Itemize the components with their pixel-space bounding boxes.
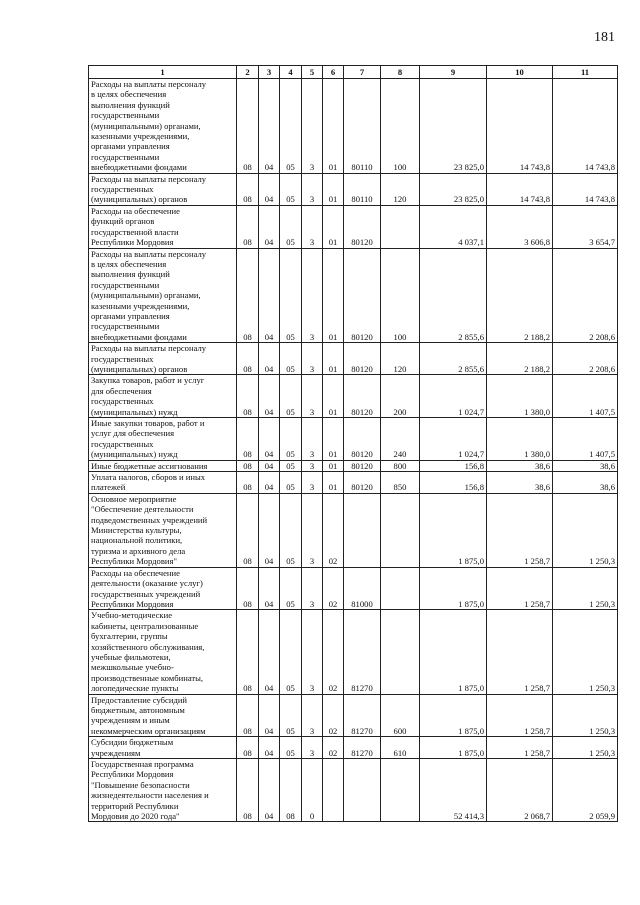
column-10-cell: 3 606,8 — [487, 205, 553, 248]
column-11-cell: 2 208,6 — [553, 248, 618, 343]
column-6-cell: 01 — [323, 173, 344, 205]
column-4-cell: 05 — [280, 737, 302, 759]
column-7-cell: 80110 — [344, 173, 381, 205]
column-8-cell: 600 — [381, 694, 420, 737]
row-name-cell: Иные закупки товаров, работ и услуг для обеспечения государственных (муниципальных) нужд — [89, 418, 237, 461]
row-name-cell: Расходы на выплаты персоналу в целях обеспечения выполнения функций государственными (муниципальными) органами, казенными учреждениями, органами управления государственными внебюджетными фондами — [89, 79, 237, 174]
column-7-cell: 80120 — [344, 472, 381, 494]
column-9-cell: 1 024,7 — [420, 418, 487, 461]
column-5-cell: 3 — [302, 694, 323, 737]
column-7-cell: 81270 — [344, 737, 381, 759]
column-8-cell — [381, 610, 420, 694]
column-2-cell: 08 — [237, 205, 259, 248]
row-name-cell: Субсидии бюджетным учреждениям — [89, 737, 237, 759]
column-10-cell: 1 258,7 — [487, 567, 553, 610]
column-11-cell: 14 743,8 — [553, 79, 618, 174]
column-6-cell: 02 — [323, 493, 344, 567]
column-header-7: 7 — [344, 66, 381, 79]
column-10-cell: 2 068,7 — [487, 759, 553, 822]
column-4-cell: 08 — [280, 759, 302, 822]
column-11-cell: 2 059,9 — [553, 759, 618, 822]
column-8-cell — [381, 205, 420, 248]
column-7-cell: 80120 — [344, 248, 381, 343]
column-4-cell: 05 — [280, 173, 302, 205]
column-6-cell: 02 — [323, 737, 344, 759]
row-name-cell: Расходы на обеспечение функций органов государственной власти Республики Мордовия — [89, 205, 237, 248]
column-6-cell: 02 — [323, 610, 344, 694]
column-7-cell: 81000 — [344, 567, 381, 610]
column-11-cell: 1 250,3 — [553, 694, 618, 737]
column-2-cell: 08 — [237, 375, 259, 418]
column-9-cell: 23 825,0 — [420, 173, 487, 205]
column-9-cell: 2 855,6 — [420, 248, 487, 343]
table-row — [89, 737, 618, 759]
column-8-cell: 120 — [381, 173, 420, 205]
column-header-3: 3 — [259, 66, 280, 79]
column-3-cell: 04 — [259, 759, 280, 822]
row-name-cell: Иные бюджетные ассигнования — [89, 460, 237, 471]
column-10-cell: 14 743,8 — [487, 79, 553, 174]
table-header — [89, 66, 618, 79]
column-7-cell: 81270 — [344, 610, 381, 694]
column-10-cell: 1 258,7 — [487, 694, 553, 737]
column-8-cell: 240 — [381, 418, 420, 461]
column-5-cell: 3 — [302, 248, 323, 343]
column-8-cell: 850 — [381, 472, 420, 494]
column-3-cell: 04 — [259, 610, 280, 694]
column-7-cell: 80120 — [344, 205, 381, 248]
header-row — [89, 66, 618, 79]
column-9-cell: 156,8 — [420, 472, 487, 494]
column-8-cell: 100 — [381, 79, 420, 174]
column-11-cell: 14 743,8 — [553, 173, 618, 205]
column-7-cell: 81270 — [344, 694, 381, 737]
column-5-cell: 0 — [302, 759, 323, 822]
column-2-cell: 08 — [237, 248, 259, 343]
column-11-cell: 2 208,6 — [553, 343, 618, 375]
column-7-cell: 80110 — [344, 79, 381, 174]
column-7-cell — [344, 493, 381, 567]
column-header-1: 1 — [89, 66, 237, 79]
column-9-cell: 1 024,7 — [420, 375, 487, 418]
column-3-cell: 04 — [259, 79, 280, 174]
column-header-4: 4 — [280, 66, 302, 79]
column-header-9: 9 — [420, 66, 487, 79]
row-name-cell: Расходы на выплаты персоналу в целях обеспечения выполнения функций государственными (муниципальными) органами, казенными учреждениями, органами управления государственными внебюджетными фондами — [89, 248, 237, 343]
table-row — [89, 79, 618, 174]
column-2-cell: 08 — [237, 737, 259, 759]
column-3-cell: 04 — [259, 737, 280, 759]
column-5-cell: 3 — [302, 79, 323, 174]
column-10-cell: 38,6 — [487, 472, 553, 494]
column-6-cell — [323, 759, 344, 822]
column-5-cell: 3 — [302, 418, 323, 461]
column-6-cell: 01 — [323, 205, 344, 248]
column-6-cell: 01 — [323, 418, 344, 461]
column-11-cell: 1 407,5 — [553, 375, 618, 418]
column-2-cell: 08 — [237, 173, 259, 205]
row-name-cell: Уплата налогов, сборов и иных платежей — [89, 472, 237, 494]
column-9-cell: 52 414,3 — [420, 759, 487, 822]
column-7-cell: 80120 — [344, 343, 381, 375]
page-number: 181 — [594, 30, 615, 45]
column-3-cell: 04 — [259, 205, 280, 248]
column-4-cell: 05 — [280, 375, 302, 418]
column-6-cell: 02 — [323, 567, 344, 610]
column-5-cell: 3 — [302, 375, 323, 418]
table-row — [89, 205, 618, 248]
column-9-cell: 1 875,0 — [420, 567, 487, 610]
column-4-cell: 05 — [280, 472, 302, 494]
column-7-cell: 80120 — [344, 375, 381, 418]
column-3-cell: 04 — [259, 460, 280, 471]
column-6-cell: 01 — [323, 472, 344, 494]
column-5-cell: 3 — [302, 567, 323, 610]
column-9-cell: 1 875,0 — [420, 493, 487, 567]
row-name-cell: Учебно-методические кабинеты, централизованные бухгалтерии, группы хозяйственного обслуживания, учебные фильмотеки, межшкольные учебно- производственные комбинаты, логопедические пункты — [89, 610, 237, 694]
column-10-cell: 1 258,7 — [487, 610, 553, 694]
column-3-cell: 04 — [259, 418, 280, 461]
column-8-cell: 100 — [381, 248, 420, 343]
column-6-cell: 01 — [323, 460, 344, 471]
column-9-cell: 1 875,0 — [420, 694, 487, 737]
column-6-cell: 01 — [323, 248, 344, 343]
column-4-cell: 05 — [280, 694, 302, 737]
column-8-cell — [381, 567, 420, 610]
column-4-cell: 05 — [280, 343, 302, 375]
column-11-cell: 1 250,3 — [553, 610, 618, 694]
column-10-cell: 1 380,0 — [487, 418, 553, 461]
column-3-cell: 04 — [259, 694, 280, 737]
column-2-cell: 08 — [237, 694, 259, 737]
row-name-cell: Расходы на выплаты персоналу государственных (муниципальных) органов — [89, 173, 237, 205]
budget-table — [88, 65, 618, 822]
column-4-cell: 05 — [280, 79, 302, 174]
column-8-cell: 200 — [381, 375, 420, 418]
row-name-cell: Государственная программа Республики Мордовия "Повышение безопасности жизнедеятельности населения и территорий Республики Мордовия до 2020 года" — [89, 759, 237, 822]
row-name-cell: Основное мероприятие "Обеспечение деятельности подведомственных учреждений Министерства культуры, национальной политики, туризма и архивного дела Республики Мордовия" — [89, 493, 237, 567]
column-header-11: 11 — [553, 66, 618, 79]
column-3-cell: 04 — [259, 472, 280, 494]
column-header-6: 6 — [323, 66, 344, 79]
column-header-2: 2 — [237, 66, 259, 79]
column-10-cell: 1 258,7 — [487, 493, 553, 567]
column-5-cell: 3 — [302, 173, 323, 205]
column-10-cell: 1 258,7 — [487, 737, 553, 759]
column-3-cell: 04 — [259, 173, 280, 205]
row-name-cell: Предоставление субсидий бюджетным, автономным учреждениям и иным некоммерческим организациям — [89, 694, 237, 737]
column-4-cell: 05 — [280, 493, 302, 567]
table-row — [89, 694, 618, 737]
column-4-cell: 05 — [280, 248, 302, 343]
column-2-cell: 08 — [237, 418, 259, 461]
column-4-cell: 05 — [280, 460, 302, 471]
column-5-cell: 3 — [302, 737, 323, 759]
column-2-cell: 08 — [237, 79, 259, 174]
column-5-cell: 3 — [302, 343, 323, 375]
column-header-8: 8 — [381, 66, 420, 79]
table-body — [89, 79, 618, 822]
column-11-cell: 1 250,3 — [553, 737, 618, 759]
column-11-cell: 1 250,3 — [553, 567, 618, 610]
column-5-cell: 3 — [302, 472, 323, 494]
column-4-cell: 05 — [280, 205, 302, 248]
column-7-cell: 80120 — [344, 460, 381, 471]
column-8-cell: 120 — [381, 343, 420, 375]
column-6-cell: 01 — [323, 375, 344, 418]
table-row — [89, 567, 618, 610]
column-8-cell — [381, 493, 420, 567]
column-2-cell: 08 — [237, 610, 259, 694]
column-6-cell: 01 — [323, 79, 344, 174]
table-row — [89, 248, 618, 343]
column-11-cell: 1 250,3 — [553, 493, 618, 567]
column-10-cell: 14 743,8 — [487, 173, 553, 205]
row-name-cell: Расходы на обеспечение деятельности (оказание услуг) государственных учреждений Республики Мордовия — [89, 567, 237, 610]
column-4-cell: 05 — [280, 418, 302, 461]
column-10-cell: 38,6 — [487, 460, 553, 471]
column-11-cell: 38,6 — [553, 472, 618, 494]
table-row — [89, 418, 618, 461]
column-3-cell: 04 — [259, 248, 280, 343]
table-row — [89, 759, 618, 822]
column-3-cell: 04 — [259, 375, 280, 418]
column-10-cell: 2 188,2 — [487, 248, 553, 343]
column-5-cell: 3 — [302, 205, 323, 248]
column-2-cell: 08 — [237, 460, 259, 471]
column-5-cell: 3 — [302, 493, 323, 567]
column-9-cell: 1 875,0 — [420, 610, 487, 694]
column-9-cell: 156,8 — [420, 460, 487, 471]
column-4-cell: 05 — [280, 567, 302, 610]
column-5-cell: 3 — [302, 460, 323, 471]
column-9-cell: 23 825,0 — [420, 79, 487, 174]
column-7-cell — [344, 759, 381, 822]
table-row — [89, 610, 618, 694]
column-7-cell: 80120 — [344, 418, 381, 461]
column-2-cell: 08 — [237, 343, 259, 375]
column-3-cell: 04 — [259, 567, 280, 610]
column-9-cell: 4 037,1 — [420, 205, 487, 248]
column-11-cell: 38,6 — [553, 460, 618, 471]
table-row — [89, 493, 618, 567]
column-11-cell: 3 654,7 — [553, 205, 618, 248]
column-11-cell: 1 407,5 — [553, 418, 618, 461]
column-6-cell: 02 — [323, 694, 344, 737]
column-2-cell: 08 — [237, 472, 259, 494]
column-2-cell: 08 — [237, 567, 259, 610]
column-2-cell: 08 — [237, 493, 259, 567]
column-9-cell: 1 875,0 — [420, 737, 487, 759]
column-8-cell — [381, 759, 420, 822]
column-9-cell: 2 855,6 — [420, 343, 487, 375]
row-name-cell: Расходы на выплаты персоналу государственных (муниципальных) органов — [89, 343, 237, 375]
row-name-cell: Закупка товаров, работ и услуг для обеспечения государственных (муниципальных) нужд — [89, 375, 237, 418]
column-3-cell: 04 — [259, 493, 280, 567]
table-row — [89, 375, 618, 418]
column-header-5: 5 — [302, 66, 323, 79]
column-8-cell: 800 — [381, 460, 420, 471]
column-2-cell: 08 — [237, 759, 259, 822]
column-10-cell: 2 188,2 — [487, 343, 553, 375]
column-10-cell: 1 380,0 — [487, 375, 553, 418]
column-6-cell: 01 — [323, 343, 344, 375]
column-8-cell: 610 — [381, 737, 420, 759]
column-header-10: 10 — [487, 66, 553, 79]
table-row — [89, 460, 618, 471]
column-3-cell: 04 — [259, 343, 280, 375]
column-5-cell: 3 — [302, 610, 323, 694]
table-row — [89, 472, 618, 494]
table-row — [89, 173, 618, 205]
column-4-cell: 05 — [280, 610, 302, 694]
table-row — [89, 343, 618, 375]
